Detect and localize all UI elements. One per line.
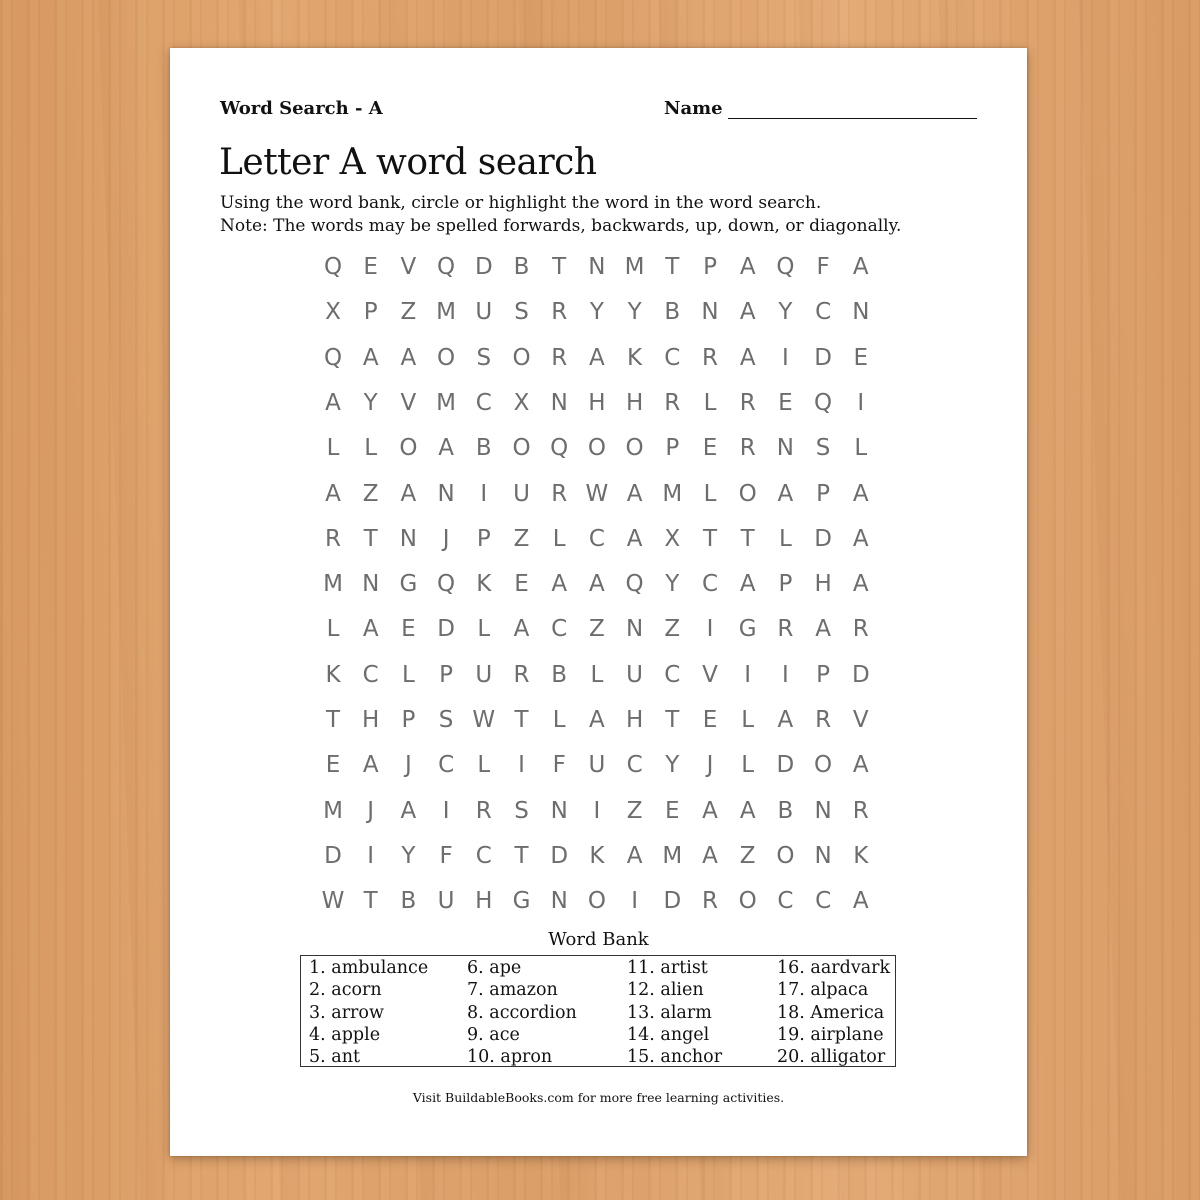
grid-letter[interactable]: U	[626, 661, 644, 688]
grid-letter[interactable]: A	[400, 797, 417, 824]
grid-letter[interactable]: Q	[437, 571, 456, 598]
grid-letter[interactable]: A	[777, 480, 794, 507]
footer-note: Visit BuildableBooks.com for more free learning activities.	[412, 1090, 785, 1105]
grid-letter[interactable]: H	[362, 707, 380, 733]
grid-letter[interactable]: E	[514, 571, 529, 598]
grid-letter[interactable]: L	[778, 525, 792, 552]
grid-letter[interactable]: R	[815, 707, 832, 733]
grid-letter[interactable]: H	[475, 888, 493, 915]
name-blank-line[interactable]	[728, 118, 977, 119]
word-bank-item: 8. accordion	[467, 1002, 577, 1023]
grid-letter[interactable]: D	[814, 525, 832, 552]
word-search-grid	[314, 244, 884, 924]
grid-letter[interactable]: A	[702, 842, 718, 869]
grid-letter[interactable]: E	[401, 616, 416, 643]
grid-letter[interactable]: T	[665, 254, 680, 280]
grid-letter[interactable]: Q	[814, 389, 833, 416]
grid-letter[interactable]: J	[706, 752, 714, 779]
grid-letter[interactable]: B	[777, 797, 794, 824]
word-bank-item: 2. acorn	[309, 980, 382, 1001]
word-bank-item: 3. arrow	[309, 1002, 384, 1023]
grid-letter[interactable]: L	[703, 389, 717, 416]
grid-letter[interactable]: M	[323, 571, 343, 598]
grid-letter[interactable]: D	[550, 842, 569, 869]
grid-letter[interactable]: N	[625, 616, 644, 643]
grid-letter[interactable]: A	[551, 571, 568, 598]
grid-letter[interactable]: A	[739, 571, 756, 598]
grid-letter[interactable]: T	[363, 888, 378, 915]
grid-letter[interactable]: K	[325, 661, 341, 688]
grid-letter[interactable]: E	[778, 389, 793, 416]
grid-letter[interactable]: N	[588, 254, 606, 280]
grid-letter[interactable]: X	[513, 389, 530, 416]
grid-letter[interactable]: M	[662, 842, 683, 869]
grid-letter[interactable]: F	[439, 842, 453, 869]
grid-letter[interactable]: D	[324, 842, 342, 869]
grid-letter[interactable]: I	[367, 842, 375, 869]
grid-letter[interactable]: E	[325, 752, 341, 779]
grid-letter[interactable]: O	[776, 842, 795, 869]
grid-letter[interactable]: I	[593, 797, 601, 824]
grid-letter[interactable]: C	[438, 752, 455, 779]
grid-letter[interactable]: Z	[400, 299, 417, 326]
grid-letter[interactable]: Y	[665, 571, 680, 598]
grid-letter[interactable]: J	[442, 525, 450, 552]
grid-letter[interactable]: F	[552, 752, 566, 779]
grid-letter[interactable]: P	[816, 661, 831, 688]
word-bank-item: 18. America	[777, 1002, 885, 1023]
grid-letter[interactable]: X	[325, 299, 341, 326]
grid-letter[interactable]: A	[852, 525, 869, 552]
grid-letter[interactable]: Q	[776, 254, 795, 280]
grid-letter[interactable]: C	[475, 842, 492, 869]
grid-letter[interactable]: A	[589, 344, 605, 371]
grid-letter[interactable]: J	[367, 797, 375, 824]
grid-letter[interactable]: Y	[589, 299, 604, 326]
grid-letter[interactable]: T	[740, 525, 755, 552]
grid-letter[interactable]: N	[550, 797, 568, 824]
grid-letter[interactable]: L	[590, 661, 604, 688]
grid-letter[interactable]: A	[513, 616, 530, 643]
grid-letter[interactable]: L	[552, 525, 566, 552]
grid-letter[interactable]: V	[702, 661, 718, 688]
grid-letter[interactable]: U	[588, 752, 606, 779]
grid-letter[interactable]: G	[399, 571, 418, 598]
grid-letter[interactable]: A	[626, 842, 643, 869]
grid-letter[interactable]: B	[400, 888, 417, 915]
grid-letter[interactable]: A	[400, 344, 417, 371]
grid-letter[interactable]: O	[587, 888, 606, 915]
word-bank-item: 17. alpaca	[777, 980, 869, 1001]
grid-letter[interactable]: T	[363, 525, 378, 552]
grid-letter[interactable]: O	[512, 344, 531, 371]
grid-letter[interactable]: D	[437, 616, 455, 643]
grid-letter[interactable]: R	[513, 661, 530, 688]
grid-letter[interactable]: Y	[627, 299, 642, 326]
grid-letter[interactable]: A	[852, 254, 869, 280]
grid-letter[interactable]: P	[363, 299, 378, 326]
word-bank-item: 7. amazon	[467, 980, 558, 1001]
grid-letter[interactable]: Q	[625, 571, 644, 598]
grid-letter[interactable]: A	[589, 707, 605, 733]
grid-letter[interactable]: K	[476, 571, 492, 598]
page-title: Letter A word search	[219, 142, 597, 183]
grid-letter[interactable]: S	[438, 707, 454, 733]
grid-letter[interactable]: D	[851, 661, 870, 688]
grid-letter[interactable]: O	[814, 752, 833, 779]
grid-letter[interactable]: A	[852, 480, 869, 507]
grid-letter[interactable]: V	[852, 707, 869, 733]
grid-letter[interactable]: M	[323, 797, 343, 824]
worksheet-label: Word Search - A	[220, 98, 383, 119]
grid-letter[interactable]: W	[585, 480, 609, 507]
grid-letter[interactable]: A	[739, 254, 756, 280]
word-bank-item: 1. ambulance	[309, 958, 429, 978]
grid-letter[interactable]: P	[665, 435, 680, 462]
grid-letter[interactable]: H	[625, 707, 644, 733]
grid-letter[interactable]: C	[475, 389, 492, 416]
grid-letter[interactable]: N	[814, 842, 832, 869]
grid-letter[interactable]: K	[627, 344, 643, 371]
grid-letter[interactable]: C	[626, 752, 643, 779]
word-bank-box	[300, 955, 896, 1067]
word-bank-item: 9. ace	[467, 1024, 520, 1045]
grid-letter[interactable]: N	[776, 435, 794, 462]
grid-letter[interactable]: I	[857, 389, 865, 416]
grid-letter[interactable]: N	[852, 299, 870, 326]
grid-letter[interactable]: S	[514, 299, 529, 326]
grid-letter[interactable]: D	[814, 344, 832, 371]
grid-letter[interactable]: T	[702, 525, 718, 552]
grid-letter[interactable]: L	[364, 435, 378, 462]
grid-letter[interactable]: T	[552, 254, 567, 280]
grid-letter[interactable]: A	[589, 571, 605, 598]
grid-letter[interactable]: R	[702, 344, 718, 371]
grid-letter[interactable]: R	[739, 435, 756, 462]
word-bank-item: 12. alien	[627, 980, 704, 1001]
grid-letter[interactable]: L	[401, 661, 415, 688]
grid-letter[interactable]: C	[777, 888, 794, 915]
grid-letter[interactable]: Y	[363, 389, 378, 416]
grid-letter[interactable]: G	[512, 888, 531, 915]
grid-letter[interactable]: A	[777, 707, 794, 733]
grid-letter[interactable]: P	[476, 525, 491, 552]
grid-letter[interactable]: A	[400, 480, 417, 507]
grid-letter[interactable]: U	[475, 299, 493, 326]
grid-letter[interactable]: T	[325, 707, 341, 733]
instructions-line-2: Note: The words may be spelled forwards, backwards, up, down, or diagonally.	[220, 216, 902, 236]
grid-letter[interactable]: L	[854, 435, 868, 462]
grid-letter[interactable]: Z	[513, 525, 530, 552]
grid-letter[interactable]: I	[706, 616, 714, 643]
word-bank-item: 15. anchor	[627, 1047, 723, 1068]
grid-letter[interactable]: I	[631, 888, 638, 915]
grid-letter[interactable]: J	[404, 752, 412, 779]
grid-letter[interactable]: F	[816, 254, 830, 280]
word-bank-item: 16. aardvark	[777, 958, 891, 978]
grid-letter[interactable]: P	[816, 480, 831, 507]
grid-letter[interactable]: T	[514, 842, 529, 869]
grid-letter[interactable]: C	[701, 571, 719, 598]
grid-letter[interactable]: A	[626, 525, 643, 552]
grid-letter[interactable]: X	[664, 525, 681, 552]
grid-letter[interactable]: Y	[778, 299, 793, 326]
word-bank-item: 10. apron	[467, 1047, 553, 1068]
word-bank-item: 4. apple	[309, 1024, 381, 1045]
worksheet-page	[170, 48, 1027, 1156]
grid-letter[interactable]: E	[702, 707, 718, 733]
grid-letter[interactable]: Z	[362, 480, 379, 507]
grid-letter[interactable]: O	[399, 435, 418, 462]
grid-letter[interactable]: A	[438, 435, 454, 462]
grid-letter[interactable]: R	[739, 389, 756, 416]
grid-letter[interactable]: C	[588, 525, 605, 552]
grid-letter[interactable]: S	[514, 797, 529, 824]
word-bank-item: 14. angel	[627, 1024, 710, 1045]
grid-letter[interactable]: K	[853, 842, 869, 869]
grid-letter[interactable]: C	[815, 888, 832, 915]
grid-letter[interactable]: N	[437, 480, 455, 507]
grid-letter[interactable]: N	[814, 797, 832, 824]
grid-letter[interactable]: Y	[665, 752, 680, 779]
word-bank-item: 19. airplane	[777, 1024, 884, 1045]
grid-letter[interactable]: N	[550, 389, 568, 416]
grid-letter[interactable]: H	[814, 571, 832, 598]
word-bank-item: 6. ape	[467, 958, 522, 978]
grid-letter[interactable]: Z	[626, 797, 643, 824]
grid-letter[interactable]: R	[702, 888, 718, 915]
grid-letter[interactable]: L	[741, 707, 755, 733]
grid-letter[interactable]: L	[741, 752, 755, 779]
grid-letter[interactable]: A	[626, 480, 643, 507]
grid-letter[interactable]: R	[551, 480, 568, 507]
grid-letter[interactable]: E	[702, 435, 718, 462]
grid-letter[interactable]: L	[477, 616, 491, 643]
grid-letter[interactable]: A	[739, 344, 756, 371]
grid-letter[interactable]: O	[625, 435, 644, 462]
grid-letter[interactable]: A	[852, 752, 869, 779]
grid-letter[interactable]: V	[400, 254, 417, 280]
grid-letter[interactable]: A	[815, 616, 831, 643]
grid-letter[interactable]: Q	[437, 254, 456, 280]
grid-letter[interactable]: Q	[323, 254, 343, 280]
grid-letter[interactable]: P	[703, 254, 717, 280]
grid-letter[interactable]: I	[518, 752, 525, 779]
grid-letter[interactable]: R	[664, 389, 681, 416]
grid-letter[interactable]: B	[513, 254, 530, 280]
grid-letter[interactable]: A	[325, 480, 341, 507]
grid-letter[interactable]: M	[662, 480, 683, 507]
grid-letter[interactable]: L	[703, 480, 717, 507]
grid-letter[interactable]: H	[625, 389, 644, 416]
word-bank-item: 20. alligator	[777, 1047, 886, 1068]
grid-letter[interactable]: I	[781, 344, 789, 371]
grid-letter[interactable]: R	[852, 797, 869, 824]
grid-letter[interactable]: A	[852, 571, 869, 598]
word-bank-item: 5. ant	[309, 1047, 360, 1068]
grid-letter[interactable]: K	[589, 842, 605, 869]
grid-letter[interactable]: A	[362, 616, 379, 643]
grid-letter[interactable]: L	[326, 435, 340, 462]
grid-letter[interactable]: R	[475, 797, 492, 824]
grid-letter[interactable]: A	[702, 797, 718, 824]
grid-letter[interactable]: R	[325, 525, 341, 552]
word-bank-title: Word Bank	[548, 929, 649, 950]
grid-letter[interactable]: P	[439, 661, 454, 688]
grid-letter[interactable]: C	[362, 661, 379, 688]
grid-letter[interactable]: L	[552, 707, 566, 733]
grid-letter[interactable]: Z	[739, 842, 756, 869]
grid-letter[interactable]: C	[664, 661, 681, 688]
grid-letter[interactable]: L	[477, 752, 491, 779]
grid-letter[interactable]: T	[665, 707, 680, 733]
grid-letter[interactable]: R	[551, 344, 568, 371]
grid-letter[interactable]: O	[512, 435, 531, 462]
grid-letter[interactable]: A	[362, 344, 379, 371]
grid-letter[interactable]: V	[400, 389, 417, 416]
grid-letter[interactable]: L	[326, 616, 340, 643]
grid-letter[interactable]: W	[321, 888, 345, 915]
grid-letter[interactable]: R	[777, 616, 794, 643]
word-bank-item: 11. artist	[627, 958, 708, 978]
grid-letter[interactable]: Z	[664, 616, 681, 643]
grid-letter[interactable]: D	[474, 254, 493, 280]
grid-letter[interactable]: N	[399, 525, 417, 552]
grid-letter[interactable]: O	[738, 480, 757, 507]
grid-letter[interactable]: E	[665, 797, 680, 824]
grid-letter[interactable]: A	[852, 888, 869, 915]
grid-letter[interactable]: O	[437, 344, 456, 371]
grid-letter[interactable]: W	[472, 707, 496, 733]
grid-letter[interactable]: B	[551, 661, 568, 688]
grid-letter[interactable]: A	[739, 797, 756, 824]
grid-letter[interactable]: Z	[589, 616, 605, 643]
grid-letter[interactable]: I	[442, 797, 450, 824]
grid-letter[interactable]: S	[815, 435, 831, 462]
grid-letter[interactable]: U	[513, 480, 530, 507]
grid-letter[interactable]: O	[738, 888, 757, 915]
grid-letter[interactable]: A	[362, 752, 379, 779]
grid-letter[interactable]: N	[550, 888, 568, 915]
grid-letter[interactable]: M	[436, 389, 457, 416]
grid-letter[interactable]: I	[744, 661, 752, 688]
grid-letter[interactable]: C	[551, 616, 568, 643]
grid-letter[interactable]: R	[551, 299, 568, 326]
grid-letter[interactable]: E	[853, 344, 869, 371]
grid-letter[interactable]: A	[325, 389, 341, 416]
grid-letter[interactable]: N	[362, 571, 380, 598]
word-bank-item: 13. alarm	[627, 1002, 712, 1023]
grid-letter[interactable]: I	[480, 480, 488, 507]
grid-letter[interactable]: P	[778, 571, 793, 598]
grid-letter[interactable]: R	[852, 616, 869, 643]
grid-letter[interactable]: M	[624, 254, 645, 280]
grid-letter[interactable]: G	[738, 616, 757, 643]
grid-letter[interactable]: E	[363, 254, 378, 280]
grid-letter[interactable]: Q	[550, 435, 569, 462]
grid-letter[interactable]: B	[664, 299, 681, 326]
grid-letter[interactable]: Q	[323, 344, 343, 371]
grid-letter[interactable]: C	[815, 299, 832, 326]
grid-letter[interactable]: P	[401, 707, 416, 733]
grid-letter[interactable]: B	[475, 435, 492, 462]
grid-letter[interactable]: T	[514, 707, 529, 733]
grid-letter[interactable]: S	[476, 344, 492, 371]
grid-letter[interactable]: Y	[401, 842, 416, 869]
instructions-line-1: Using the word bank, circle or highlight the word in the word search.	[220, 193, 822, 213]
grid-letter[interactable]: H	[588, 389, 606, 416]
grid-letter[interactable]: C	[664, 344, 681, 371]
grid-letter[interactable]: O	[587, 435, 606, 462]
grid-letter[interactable]: A	[739, 299, 756, 326]
name-label: Name	[664, 98, 723, 119]
grid-letter[interactable]: M	[436, 299, 457, 326]
grid-letter[interactable]: U	[475, 661, 493, 688]
grid-letter[interactable]: U	[437, 888, 455, 915]
grid-letter[interactable]: D	[663, 888, 682, 915]
grid-letter[interactable]: N	[701, 299, 719, 326]
grid-letter[interactable]: I	[781, 661, 789, 688]
grid-letter[interactable]: D	[776, 752, 795, 779]
